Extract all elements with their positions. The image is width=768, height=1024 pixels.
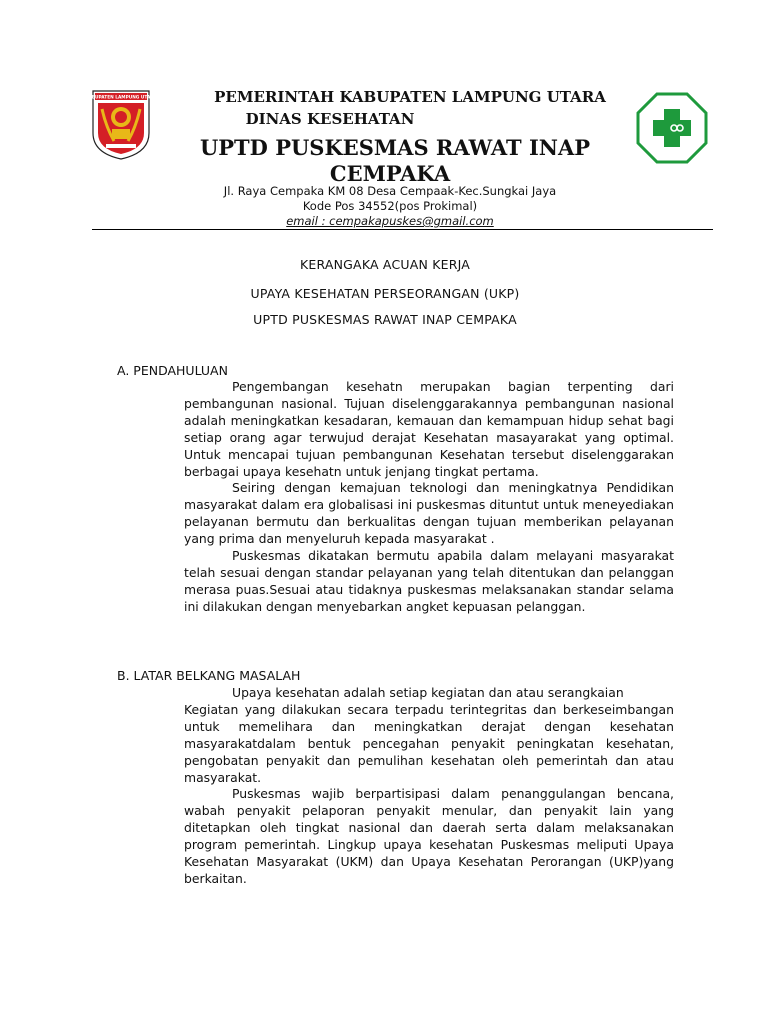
header-dinas: DINAS KESEHATAN	[245, 110, 415, 128]
section-b-paragraph-3: Puskesmas wajib berpartisipasi dalam penanggulangan bencana, wabah penyakit pelaporan penyakit menular, dan penyakit lain yang ditetapkan oleh tingkat nasional dan daerah serta dalam melaksanakan program pemerintah. Lingkup upaya kesehatan Puskesmas meliputi Upaya Kesehatan Masyarakat (UKM) dan Upaya Kesehatan Perorangan (UKP)yang berkaitan.	[184, 786, 674, 886]
section-b-paragraph-2: Kegiatan yang dilakukan secara terpadu terintegritas dan berkeseimbangan untuk memelihara dan meningkatkan derajat dengan kesehatan masyarakatdalam bentuk pencegahan penyakit peningkatan kesehatan, pengobatan penyakit dan pemulihan kesehatan oleh pemerintah dan atau masyarakat.	[184, 701, 674, 785]
doc-title-2: UPAYA KESEHATAN PERSEORANGAN (UKP)	[250, 286, 520, 301]
header-divider	[92, 229, 713, 230]
header-postal-code: Kode Pos 34552(pos Prokimal)	[302, 199, 478, 213]
section-b-paragraph-1: Upaya kesehatan adalah setiap kegiatan dan atau serangkaian	[232, 685, 624, 700]
header-government: PEMERINTAH KABUPATEN LAMPUNG UTARA	[214, 88, 606, 106]
header-cempaka: CEMPAKA	[329, 161, 451, 186]
doc-title-3: UPTD PUSKESMAS RAWAT INAP CEMPAKA	[253, 312, 517, 327]
header-address: Jl. Raya Cempaka KM 08 Desa Cempaak-Kec.Sungkai Jaya	[223, 184, 557, 198]
section-a-paragraph-3: Puskesmas dikatakan bermutu apabila dalam melayani masyarakat telah sesuai dengan standar pelayanan yang telah ditentukan dan pelanggan merasa puas.Sesuai atau tidaknya puskesmas melaksanakan standar selama ini dilakukan dengan menyebarkan angket kepuasan pelanggan.	[184, 548, 674, 614]
header-uptd: UPTD PUSKESMAS RAWAT INAP	[199, 135, 591, 160]
section-b-heading: B. LATAR BELKANG MASALAH	[117, 668, 301, 683]
section-a-paragraph-1: Pengembangan kesehatn merupakan bagian terpenting dari pembangunan nasional. Tujuan diselenggarakannya pembangunan nasional adalah meningkatkan kesadaran, kemauan dan kemampuan hidup sehat bagi setiap orang agar terwujud derajat Kesehatan masayarakat yang optimal. Untuk mencapai tujuan pembangunan Kesehatan tersebut diselenggarakan berbagai upaya kesehatn untuk jenjang tingkat pertama.	[184, 379, 674, 479]
section-a-paragraph-2: Seiring dengan kemajuan teknologi dan meningkatnya Pendidikan masyarakat dalam era globalisasi ini puskesmas dituntut untuk meneyediakan pelayanan bermutu dan berkualitas dengan tujuan memberikan pelayanan yang prima dan menyeluruh kepada masyarakat .	[184, 480, 674, 547]
svg-text:KABUPATEN LAMPUNG UTARA: KABUPATEN LAMPUNG UTARA	[85, 95, 157, 101]
section-a-body	[184, 379, 674, 616]
lampung-utara-seal-icon	[85, 87, 157, 161]
section-a-heading: A. PENDAHULUAN	[117, 363, 228, 378]
header-email-link[interactable]: email : cempakapuskes@gmail.com	[286, 214, 494, 228]
section-b-body	[184, 685, 674, 888]
doc-title-1: KERANGAKA ACUAN KERJA	[300, 257, 470, 272]
